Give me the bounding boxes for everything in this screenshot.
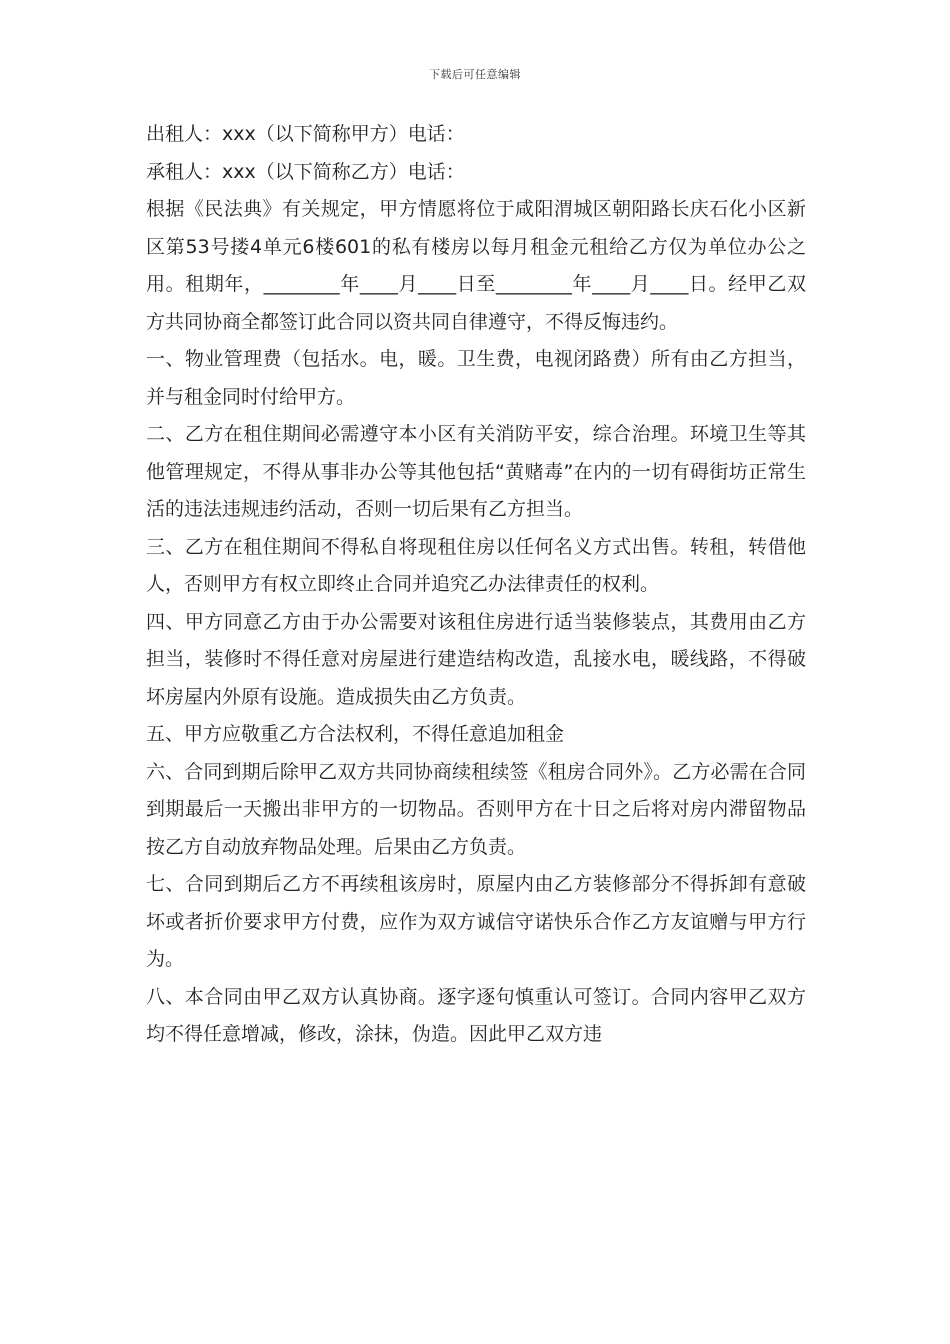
clause-3: 三、乙方在租住期间不得私自将现租住房以任何名义方式出售。转租，转借他人，否则甲方有权立即终止合同并追究乙办法律责任的权利。 xyxy=(146,535,806,595)
lessee-line: 承租人：xxx（以下简称乙方）电话： xyxy=(146,160,465,183)
clause-4: 四、甲方同意乙方由于办公需要对该租住房进行适当装修装点，其费用由乙方担当，装修时不得任意对房屋进行建造结构改造，乱接水电，暖线路，不得破坏房屋内外原有设施。造成损失由乙方负责。 xyxy=(146,610,806,708)
clause-2: 二、乙方在租住期间必需遵守本小区有关消防平安，综合治理。环境卫生等其他管理规定，不得从事非办公等其他包括“黄赌毒”在内的一切有碍街坊正常生活的违法违规违约活动，否则一切后果有乙方担当。 xyxy=(146,423,806,520)
page-header-note: 下载后可任意编辑 xyxy=(429,68,521,81)
clause-6: 六、合同到期后除甲乙双方共同协商续租续签《租房合同外》。乙方必需在合同到期最后一天搬出非甲方的一切物品。否则甲方在十日之后将对房内滞留物品按乙方自动放弃物品处理。后果由乙方负责。 xyxy=(146,760,806,858)
preamble-paragraph: 根据《民法典》有关规定，甲方情愿将位于咸阳渭城区朝阳路长庆石化小区新区第53号搂4单元6楼601的私有楼房以每月租金元租给乙方仅为单位办公之用。租期年，________年____月____日至________年____月____日。经甲乙双方共同协商全都签订此合同以资共同自律遵守，不得反悔违约。 xyxy=(146,198,806,333)
lessor-line: 出租人：xxx（以下简称甲方）电话： xyxy=(146,123,465,145)
clause-5: 五、甲方应敬重乙方合法权利，不得任意追加租金 xyxy=(146,723,565,745)
document-body xyxy=(146,116,806,1054)
clause-8: 八、本合同由甲乙双方认真协商。逐字逐句慎重认可签订。合同内容甲乙双方均不得任意增减，修改，涂抹，伪造。因此甲乙双方违 xyxy=(146,985,806,1045)
clause-1: 一、物业管理费（包括水。电，暖。卫生费，电视闭路费）所有由乙方担当，并与租金同时付给甲方。 xyxy=(146,348,806,408)
clause-7: 七、合同到期后乙方不再续租该房时，原屋内由乙方装修部分不得拆卸有意破坏或者折价要求甲方付费，应作为双方诚信守诺快乐合作乙方友谊赠与甲方行为。 xyxy=(146,873,806,970)
